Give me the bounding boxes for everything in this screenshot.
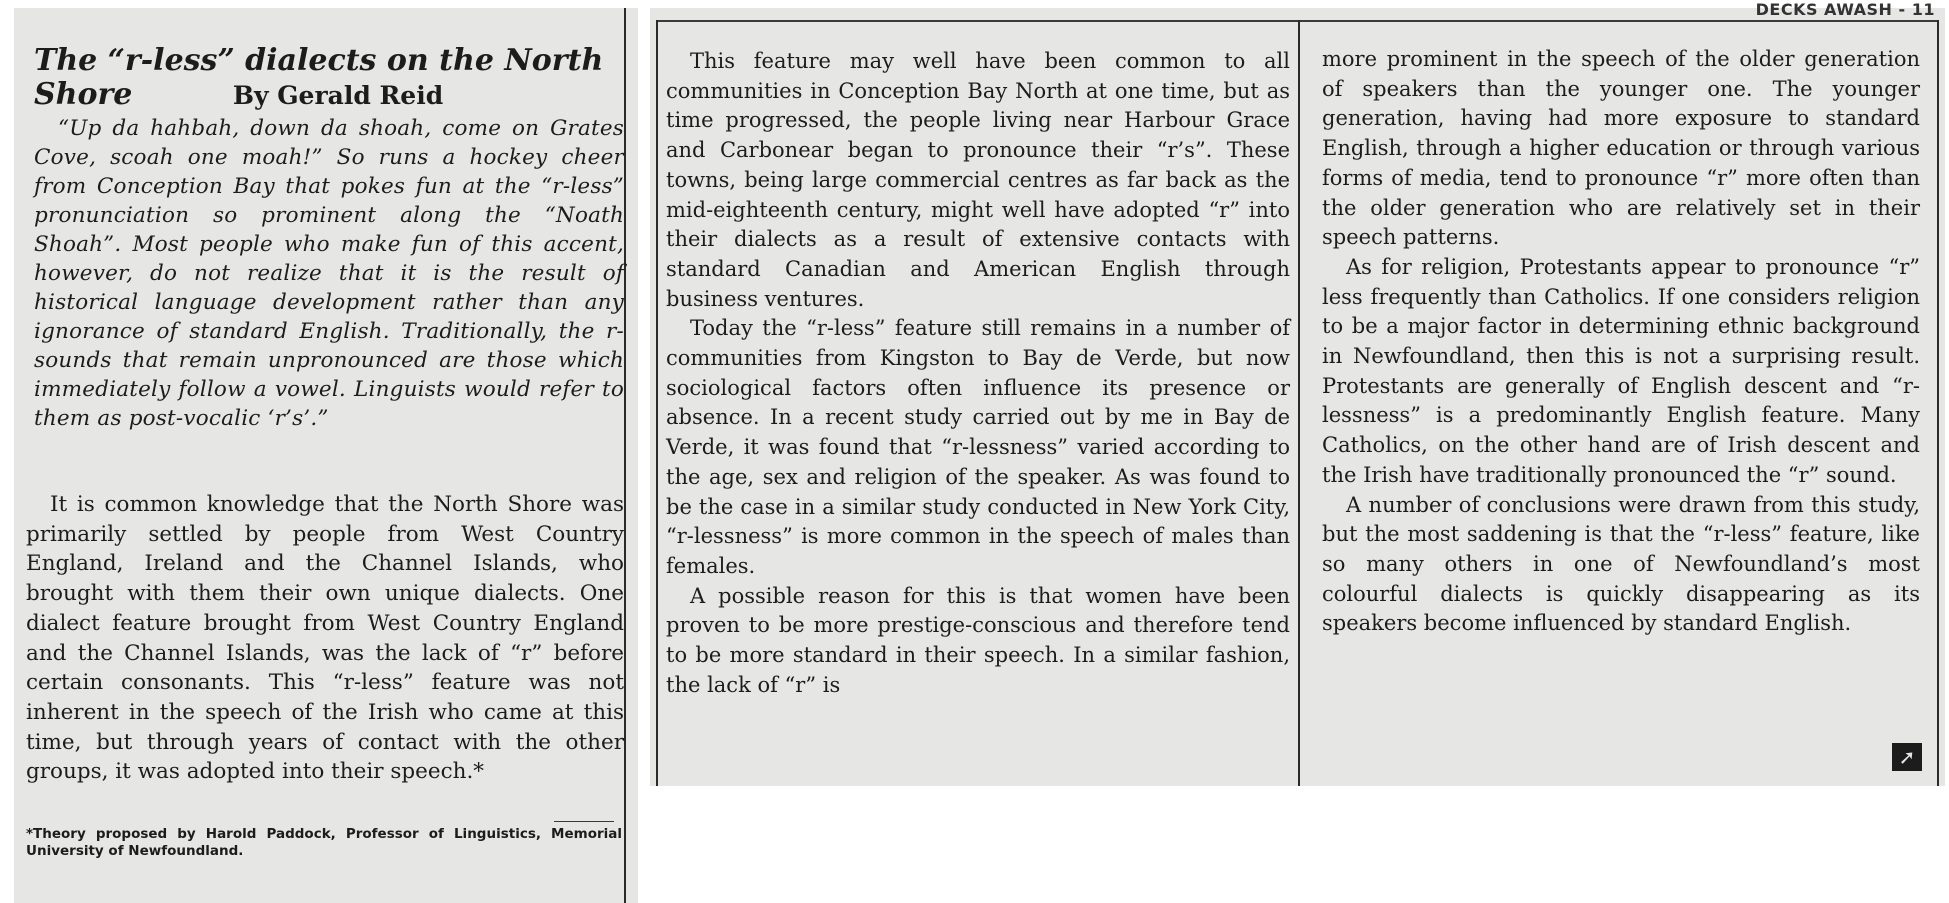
left-body-column [26,490,624,787]
footnote-text: *Theory proposed by Harold Paddock, Professor of Linguistics, Memorial University of Newfoundland. [26,826,622,859]
end-of-article-icon: ➚ [1892,743,1922,771]
right-column [1322,45,1920,639]
right-clipping [650,0,1945,786]
right-paragraph-3: A number of conclusions were drawn from this study, but the most saddening is that the “r-less” feature, like so many others in one of Newfoundland’s most colourful dialects is quickly disappearing as its speakers become influenced by standard English. [1322,492,1920,636]
left-clipping [14,8,638,903]
right-paragraph-2: As for religion, Protestants appear to pronounce “r” less frequently than Catholics. If one considers religion to be a major factor in determining ethnic background in Newfoundland, then this is not a surprising result. Protestants are generally of English descent and “r-lessness” is a predominantly English feature. Many Catholics, on the other hand are of Irish descent and the Irish have traditionally pronounced the “r” sound. [1322,254,1920,487]
column-rule [1298,20,1300,786]
footnote [26,826,622,860]
intro-column [34,114,624,433]
column-rule [624,8,626,903]
middle-column [666,47,1290,700]
article-title [34,44,634,113]
footnote-rule [554,821,614,822]
middle-paragraph-2: Today the “r-less” feature still remains in a number of communities from Kingston to Bay de Verde, but now sociological factors often influence its presence or absence. In a recent study carried out by me in Bay de Verde, it was found that “r-lessness” varied according to the age, sex and religion of the speaker. As was found to be the case in a similar study conducted in New York City, “r-lessness” is more common in the speech of males than females. [666,316,1290,578]
body-paragraph: It is common knowledge that the North Shore was primarily settled by people from West Country England, Ireland and the Channel Islands, who brought with them their own unique dialects. One dialect feature brought from West Country England and the Channel Islands, was the lack of “r” before certain consonants. This “r-less” feature was not inherent in the speech of the Irish who came at this time, but through years of contact with the other groups, it was adopted into their speech.* [26,492,624,785]
title-text: The “r-less” dialects on the North Shore [34,43,604,112]
intro-paragraph: “Up da hahbah, down da shoah, come on Grates Cove, scoah one moah!” So runs a hockey cheer from Conception Bay that pokes fun at the “r-less” pronunciation so prominent along the “Noath Shoah”. Most people who make fun of this accent, however, do not realize that it is the result of historical language development rather than any ignorance of standard English. Traditionally, the r-sounds that remain unpronounced are those which immediately follow a vowel. Linguists would refer to them as post-vocalic ‘r’s’.” [34,116,624,431]
byline: By Gerald Reid [232,81,444,110]
running-head: DECKS AWASH - 11 [1755,0,1935,19]
left-border [656,20,658,786]
right-paragraph-1: more prominent in the speech of the older generation of speakers than the younger one. The younger generation, having had more exposure to standard English, through a higher education or through various forms of media, tend to pronounce “r” more often than the older generation who are relatively set in their speech patterns. [1322,47,1920,250]
right-border [1937,20,1939,786]
middle-paragraph-1: This feature may well have been common to all communities in Conception Bay North at one time, but as time progressed, the people living near Harbour Grace and Carbonear began to pronounce their “r’s”. These towns, being large commercial centres as far back as the mid-eighteenth century, might well have adopted “r” into their dialects as a result of extensive contacts with standard Canadian and American English through business ventures. [666,49,1290,311]
middle-paragraph-3: A possible reason for this is that women have been proven to be more prestige-conscious and therefore tend to be more standard in their speech. In a similar fashion, the lack of “r” is [666,583,1290,697]
